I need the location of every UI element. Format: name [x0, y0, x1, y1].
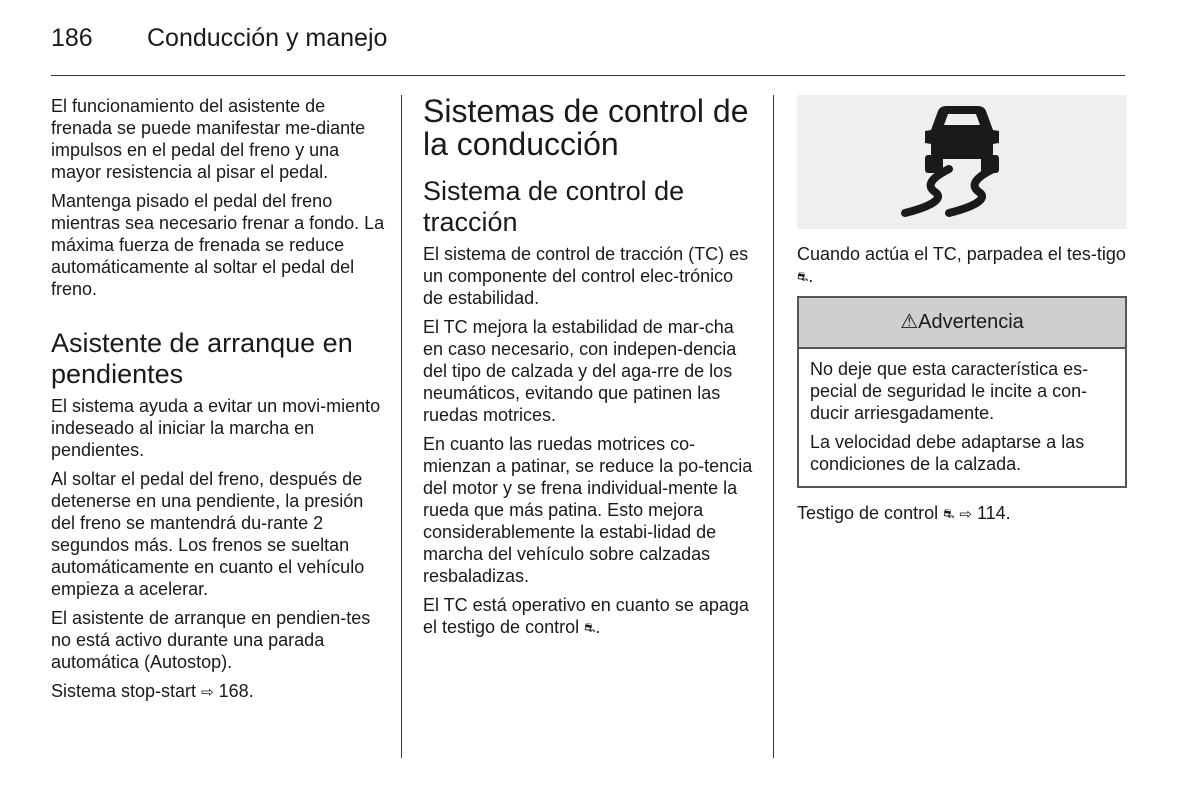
warning-box — [797, 296, 1127, 488]
paragraph: El sistema ayuda a evitar un movi-miento indeseado al iniciar la marcha en pendientes. — [51, 396, 381, 460]
column-1 — [51, 95, 386, 711]
reference-text: Testigo de control — [797, 503, 939, 523]
paragraph: El sistema de control de tracción (TC) es un componente del control elec-trónico de estabilidad. — [423, 244, 749, 308]
paragraph: En cuanto las ruedas motrices co-mienzan a patinar, se reduce la po-tencia del motor y se frena individual-mente la rueda que más patina. Esto mejora considerablemente la estabi-lidad de marcha del vehículo sobre calzadas resbaladizas. — [423, 434, 753, 586]
cross-reference[interactable] — [51, 680, 386, 704]
traction-control-icon: ⛐ — [584, 620, 596, 635]
page-header — [51, 24, 387, 53]
traction-control-icon: ⛐ — [943, 506, 955, 521]
reference-page: 114. — [976, 503, 1011, 523]
page-number: 186 — [51, 24, 93, 52]
warning-header — [799, 298, 1125, 349]
paragraph: Mantenga pisado el pedal del freno mientras sea necesario frenar a fondo. La máxima fuerza de frenada se reduce automáticamente al soltar el pedal del freno. — [51, 191, 385, 299]
column-2 — [423, 95, 758, 646]
section-heading-traction-control: Sistema de control de tracción — [423, 176, 685, 237]
section-title: Conducción y manejo — [147, 24, 388, 52]
traction-control-skid-icon — [797, 95, 1127, 229]
column-divider-2 — [773, 95, 774, 758]
paragraph: El TC está operativo en cuanto se apaga el testigo de control ⛐. — [423, 595, 749, 637]
paragraph: El TC mejora la estabilidad de mar-cha en caso necesario, con indepen-dencia del tipo de calzada y del aga-rre de los neumáticos, evitando que patinen las ruedas motrices. — [423, 317, 737, 425]
column-divider-1 — [401, 95, 402, 758]
warning-paragraph: La velocidad debe adaptarse a las condiciones de la calzada. — [810, 432, 1085, 474]
paragraph: Cuando actúa el TC, parpadea el tes-tigo ⛐. — [797, 244, 1126, 286]
reference-page: 168. — [218, 681, 254, 701]
page-ref-arrow-icon: ⇨ — [201, 684, 214, 701]
paragraph: El asistente de arranque en pendien-tes no está activo durante una parada automática (Autostop). — [51, 608, 371, 672]
page-ref-arrow-icon: ⇨ — [959, 506, 972, 523]
warning-paragraph: No deje que esta característica es-pecial de seguridad le incite a con-ducir arriesgadamente. — [810, 359, 1089, 423]
header-rule — [51, 75, 1125, 76]
traction-control-icon: ⛐ — [797, 269, 809, 284]
warning-title: Advertencia — [918, 311, 1024, 333]
paragraph: El funcionamiento del asistente de frenada se puede manifestar me-diante impulsos en el pedal del freno y una mayor resistencia al pisar el pedal. — [51, 96, 366, 182]
warning-body — [799, 349, 1125, 486]
reference-text: Sistema stop-start — [51, 681, 197, 701]
warning-triangle-icon: ⚠ — [900, 311, 919, 333]
column-3 — [797, 95, 1127, 533]
cross-reference[interactable] — [797, 502, 1127, 526]
chapter-heading: Sistemas de control de la conducción — [423, 93, 749, 162]
paragraph: Al soltar el pedal del freno, después de detenerse en una pendiente, la presión del freno se mantendrá du-rante 2 segundos más. Los frenos se sueltan automáticamente en cuanto el vehículo empieza a acelerar. — [51, 469, 365, 599]
section-heading-hill-start-assist: Asistente de arranque en pendientes — [51, 328, 353, 389]
